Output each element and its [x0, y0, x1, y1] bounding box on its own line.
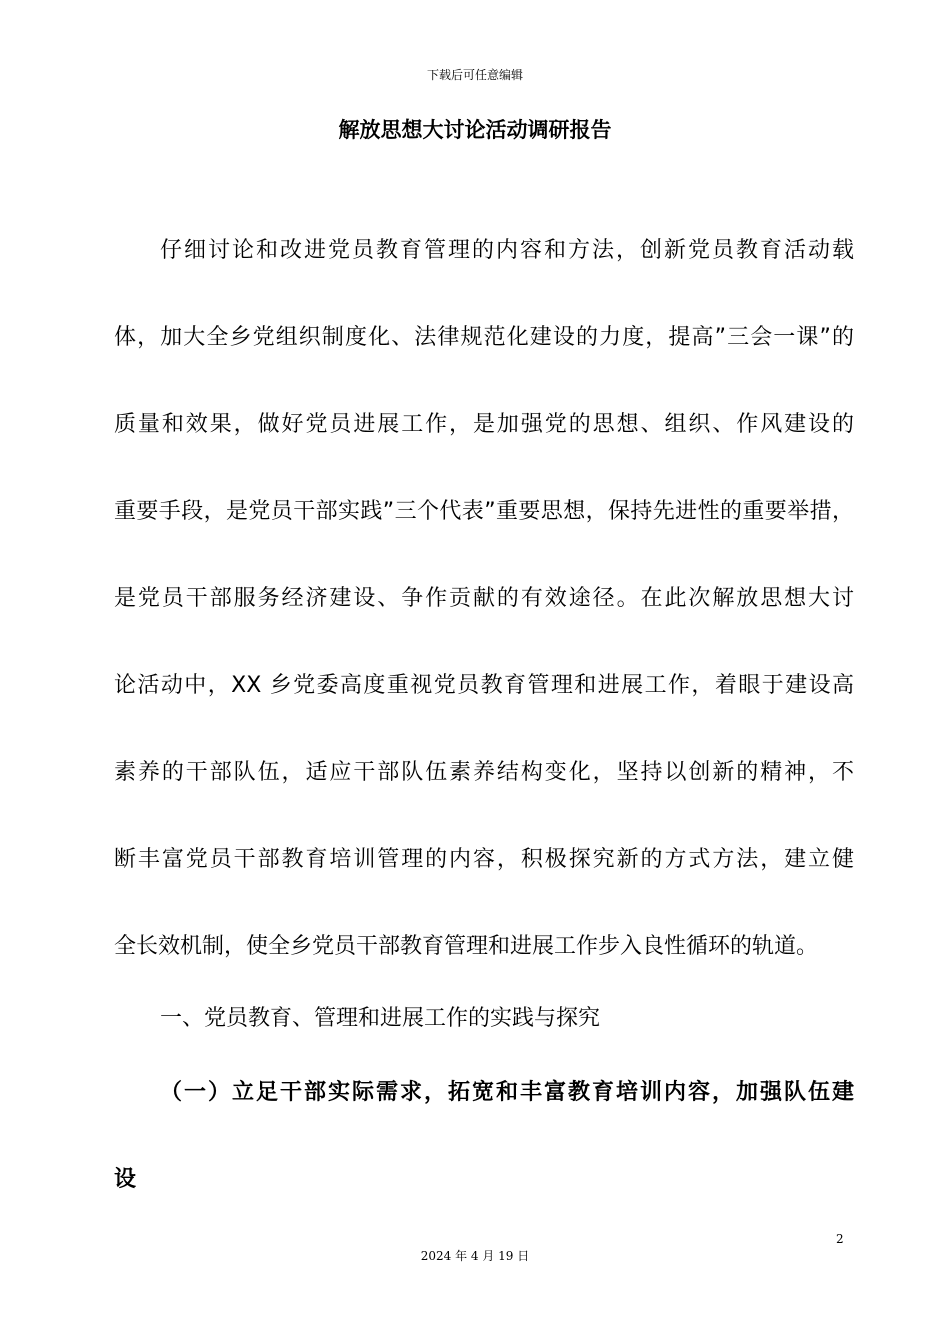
header-note: 下载后可任意编辑: [426, 68, 523, 82]
subheading-line: 设: [114, 1167, 137, 1192]
paragraph-line: 论活动中，XX 乡党委高度重视党员教育管理和进展工作，着眼于建设高: [114, 673, 854, 698]
page-number: 2: [836, 1232, 844, 1246]
subheading-line: （一）立足干部实际需求，拓宽和丰富教育培训内容，加强队伍建: [160, 1080, 854, 1105]
paragraph-line: 是党员干部服务经济建设、争作贡献的有效途径。在此次解放思想大讨: [114, 586, 854, 611]
footer-date: 2024 年 4 月 19 日: [420, 1249, 530, 1263]
paragraph-line: 素养的干部队伍，适应干部队伍素养结构变化，坚持以创新的精神，不: [114, 760, 854, 785]
paragraph-line: 体，加大全乡党组织制度化、法律规范化建设的力度，提高”三会一课”的: [114, 325, 854, 350]
paragraph-line: 质量和效果，做好党员进展工作，是加强党的思想、组织、作风建设的: [114, 412, 854, 437]
paragraph-line: 重要手段，是党员干部实践”三个代表”重要思想，保持先进性的重要举措，: [114, 499, 854, 524]
section-heading: 一、党员教育、管理和进展工作的实践与探究: [160, 1006, 601, 1031]
paragraph-line: 仔细讨论和改进党员教育管理的内容和方法，创新党员教育活动载: [160, 238, 854, 263]
paragraph-line: 全长效机制，使全乡党员干部教育管理和进展工作步入良性循环的轨道。: [114, 934, 819, 959]
document-title: 解放思想大讨论活动调研报告: [338, 118, 612, 142]
paragraph-line: 断丰富党员干部教育培训管理的内容，积极探究新的方式方法，建立健: [114, 847, 854, 872]
